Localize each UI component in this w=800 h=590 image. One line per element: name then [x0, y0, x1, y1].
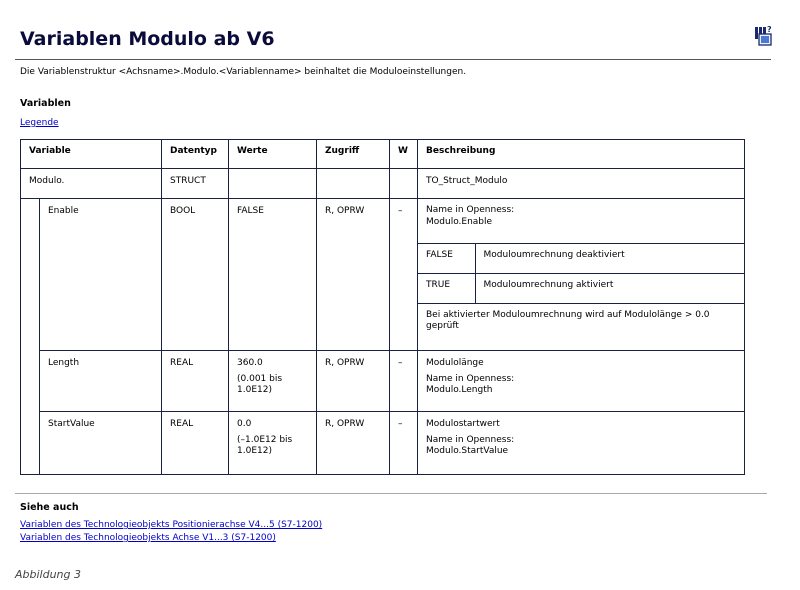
- startvalue-value: 0.0: [237, 419, 252, 429]
- length-desc-title: Modulolänge: [426, 358, 484, 368]
- header-values: Werte: [229, 140, 317, 169]
- cell-enable-description: [418, 199, 745, 351]
- cell-enable-values: FALSE: [229, 199, 317, 351]
- cell-startvalue-datatype: REAL: [162, 412, 229, 475]
- cell-length-datatype: REAL: [162, 351, 229, 412]
- svg-text:?: ?: [767, 25, 772, 34]
- cell-startvalue-description: [418, 412, 745, 475]
- enable-openness-label: Name in Openness:: [426, 205, 515, 215]
- startvalue-openness-path: Modulo.StartValue: [426, 446, 509, 457]
- cell-modulo-w: [390, 169, 418, 199]
- table-row-length: [21, 351, 745, 412]
- cell-modulo-description: TO_Struct_Modulo: [418, 169, 745, 199]
- enable-option-row: [418, 243, 744, 273]
- enable-openness: [418, 199, 744, 243]
- see-also-link-positionierachse[interactable]: Variablen des Technologieobjekts Positionierachse V4...5 (S7-1200): [20, 520, 323, 530]
- table-header-row: [21, 140, 745, 169]
- cell-modulo-datatype: STRUCT: [162, 169, 229, 199]
- variables-table: [20, 139, 745, 475]
- cell-modulo-name: Modulo.: [21, 169, 162, 199]
- length-value: 360.0: [237, 358, 263, 368]
- footer-divider: [15, 493, 767, 494]
- enable-description-table: [418, 199, 744, 350]
- cell-startvalue-access: R, OPRW: [317, 412, 390, 475]
- cell-enable-w: –: [390, 199, 418, 351]
- header-access: Zugriff: [317, 140, 390, 169]
- cell-startvalue-values: [229, 412, 317, 475]
- cell-modulo-values: [229, 169, 317, 199]
- length-openness-label: Name in Openness:: [426, 373, 515, 384]
- enable-option-row: [418, 273, 744, 303]
- cell-startvalue-name: StartValue: [40, 412, 162, 475]
- enable-option-value: FALSE: [418, 243, 475, 273]
- cell-length-name: Length: [40, 351, 162, 412]
- cell-enable-name: Enable: [40, 199, 162, 351]
- legend-link[interactable]: Legende: [20, 118, 59, 128]
- cell-length-w: –: [390, 351, 418, 412]
- enable-openness-path: Modulo.Enable: [426, 216, 493, 227]
- header-datatype: Datentyp: [162, 140, 229, 169]
- table-row-startvalue: [21, 412, 745, 475]
- enable-option-value: TRUE: [418, 273, 475, 303]
- title-divider: [15, 59, 771, 60]
- variables-heading: Variablen: [20, 98, 71, 109]
- header-description: Beschreibung: [418, 140, 745, 169]
- header-w: W: [390, 140, 418, 169]
- see-also-link-achse[interactable]: Variablen des Technologieobjekts Achse V1...3 (S7-1200): [20, 533, 276, 543]
- startvalue-openness-label: Name in Openness:: [426, 434, 515, 445]
- table-row-enable: [21, 199, 745, 351]
- indent-cell: [21, 199, 40, 475]
- enable-option-text: Moduloumrechnung deaktiviert: [475, 243, 744, 273]
- length-range: (0.001 bis 1.0E12): [237, 373, 283, 396]
- cell-enable-datatype: BOOL: [162, 199, 229, 351]
- figure-caption: Abbildung 3: [15, 568, 82, 581]
- cell-startvalue-w: –: [390, 412, 418, 475]
- see-also-heading: Siehe auch: [20, 502, 79, 513]
- cell-length-values: [229, 351, 317, 412]
- enable-note: Bei aktivierter Moduloumrechnung wird auf Modulolänge > 0.0 geprüft: [418, 303, 744, 350]
- page-title: Variablen Modulo ab V6: [20, 28, 275, 50]
- header-variable: Variable: [21, 140, 162, 169]
- cell-length-access: R, OPRW: [317, 351, 390, 412]
- cell-enable-access: R, OPRW: [317, 199, 390, 351]
- table-row-modulo: [21, 169, 745, 199]
- intro-text: Die Variablenstruktur <Achsname>.Modulo.<Variablenname> beinhaltet die Moduloeinstellungen.: [20, 67, 467, 77]
- help-icon[interactable]: [754, 24, 772, 46]
- enable-option-text: Moduloumrechnung aktiviert: [475, 273, 744, 303]
- cell-modulo-access: [317, 169, 390, 199]
- length-openness-path: Modulo.Length: [426, 385, 493, 396]
- cell-length-description: [418, 351, 745, 412]
- startvalue-desc-title: Modulostartwert: [426, 419, 500, 429]
- startvalue-range: (–1.0E12 bis 1.0E12): [237, 434, 293, 457]
